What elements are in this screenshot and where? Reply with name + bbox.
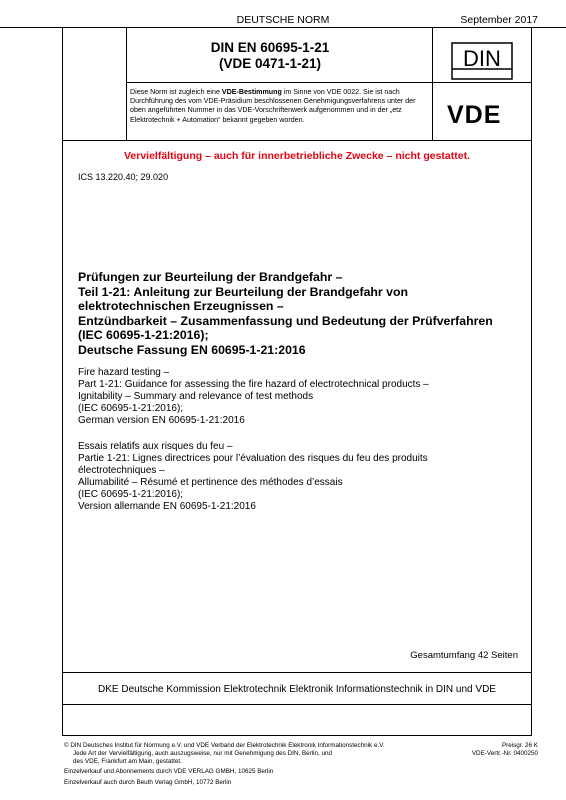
dke-rule-top: [62, 672, 532, 673]
reproduction-warning: Vervielfältigung – auch für innerbetriebliche Zwecke – nicht gestattet.: [123, 150, 470, 162]
title-french: [78, 441, 528, 514]
title-fr-line: Essais relatifs aux risques du feu –: [78, 441, 233, 452]
din-logo-text: DIN: [463, 46, 501, 71]
title-fr-line: Partie 1-21: Lignes directrices pour l’évaluation des risques du feu des produits: [78, 453, 428, 465]
note-text-bold: VDE-Bestimmung: [221, 88, 282, 96]
title-fr-line: électrotechniques –: [78, 465, 165, 477]
title-fr-line: (IEC 60695-1-21:2016);: [78, 489, 184, 501]
title-en-line: (IEC 60695-1-21:2016);: [78, 403, 184, 415]
note-text-2: im Sinne von VDE 0022. Sie ist nach Durchführung des vom VDE-Präsidium beschlossenen Genehmigungsverfahrens unter der oben angeführten Nummer in das VDE-Vorschriftenwerk aufgenommen und in der „etz Elektrotechnik + Automation“ bekannt gegeben worden.: [130, 88, 416, 124]
copyright-line: des VDE, Frankfurt am Main, gestattet.: [73, 757, 182, 765]
ics-code: ICS 13.220.40; 29.020: [78, 172, 169, 182]
title-german: [78, 270, 528, 357]
vde-order-number: VDE-Vertr.-Nr. 0400250: [471, 749, 538, 757]
publication-date: September 2017: [460, 14, 538, 26]
copyright-notice: [64, 742, 424, 765]
title-de-line: Prüfungen zur Beurteilung der Brandgefahr –: [78, 270, 343, 284]
dke-line: DKE Deutsche Kommission Elektrotechnik Elektronik Informationstechnik in DIN und VDE: [98, 684, 496, 695]
title-en-line: Part 1-21: Guidance for assessing the fire hazard of electrotechnical products –: [78, 379, 429, 391]
box-divider-bottom: [62, 140, 532, 141]
title-de-line: Deutsche Fassung EN 60695-1-21:2016: [78, 342, 306, 357]
price-group: Preisgr. 26 K: [501, 742, 538, 749]
box-divider-middle: [126, 82, 532, 83]
title-de-line: elektrotechnischen Erzeugnissen –: [78, 299, 284, 313]
title-de-line: Teil 1-21: Anleitung zur Beurteilung der Brandgefahr von: [78, 284, 408, 299]
din-logo: [451, 42, 513, 80]
title-en-line: Ignitability – Summary and relevance of test methods: [78, 391, 314, 403]
title-de-line: Entzündbarkeit – Zusammenfassung und Bedeutung der Prüfverfahren: [78, 313, 493, 328]
title-fr-line: Allumabilité – Résumé et pertinence des méthodes d’essais: [78, 477, 343, 489]
title-en-line: Fire hazard testing –: [78, 367, 170, 378]
sales-vde: Einzelverkauf und Abonnements durch VDE VERLAG GMBH, 10625 Berlin: [64, 768, 274, 775]
title-fr-line: Version allemande EN 60695-1-21:2016: [78, 501, 256, 513]
title-de-line: (IEC 60695-1-21:2016);: [78, 328, 209, 342]
copyright-line: Jede Art der Vervielfältigung, auch auszugsweise, nur mit Genehmigung des DIN, Berlin, und: [73, 749, 333, 757]
box-divider-right: [432, 27, 433, 140]
vde-designation-note: [130, 88, 420, 125]
standard-number: DIN EN 60695-1-21: [210, 40, 330, 55]
vde-logo: VDE: [447, 101, 502, 129]
header-title: DEUTSCHE NORM: [236, 14, 330, 26]
dke-rule-bottom: [62, 704, 532, 705]
title-english: [78, 367, 528, 427]
sales-beuth: Einzelverkauf auch durch Beuth Verlag GmbH, 10772 Berlin: [64, 779, 232, 786]
copyright-line: © DIN Deutsches Institut für Normung e.V. und VDE Verband der Elektrotechnik Elektronik Informationstechnik e.V.: [64, 742, 385, 749]
vde-number: (VDE 0471-1-21): [218, 56, 322, 71]
total-pages: Gesamtumfang 42 Seiten: [410, 650, 518, 661]
price-info: [428, 742, 538, 758]
standard-number-block: [126, 40, 414, 72]
title-en-line: German version EN 60695-1-21:2016: [78, 415, 245, 427]
note-text-1: Diese Norm ist zugleich eine: [130, 88, 222, 96]
